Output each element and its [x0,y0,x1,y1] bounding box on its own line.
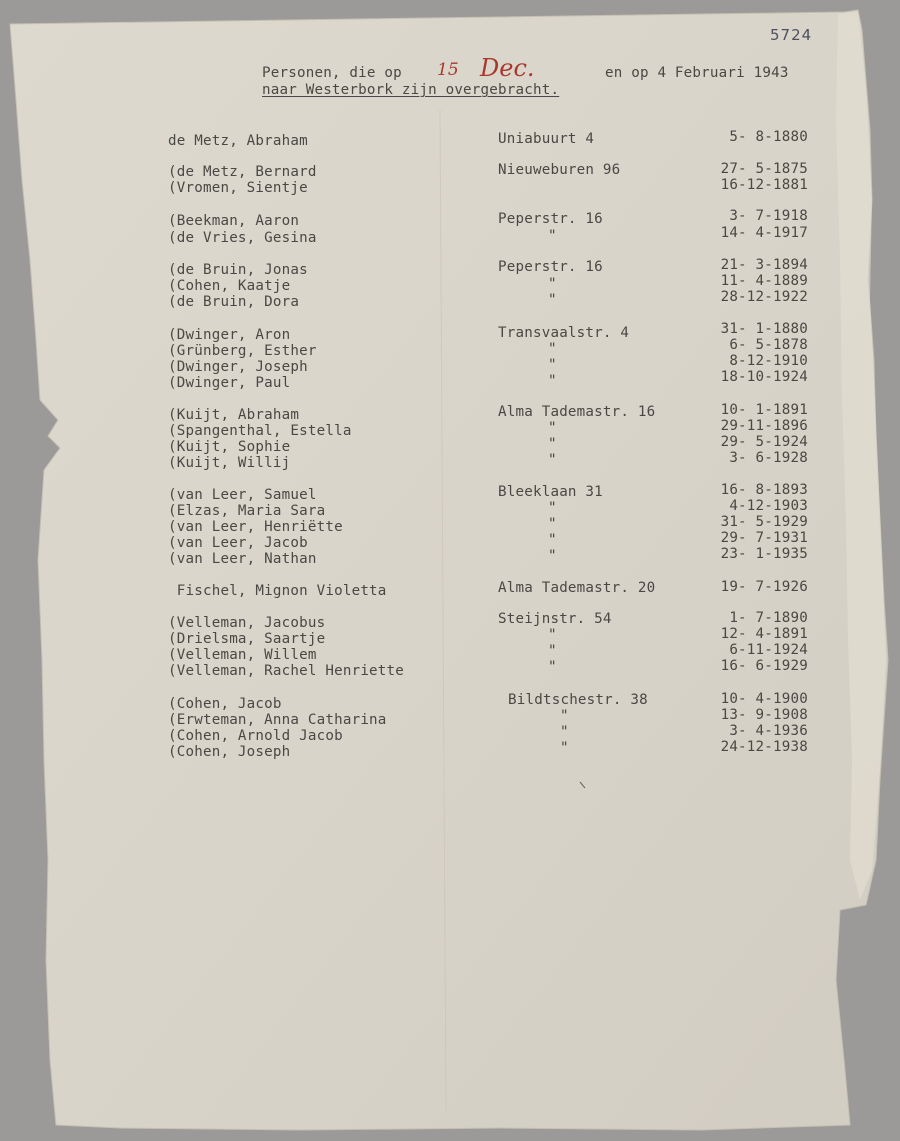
person-name: (de Metz, Bernard [168,164,317,180]
ditto-mark: " [548,548,557,564]
ditto-mark: " [548,659,557,675]
ditto-mark: " [548,341,557,357]
person-name: (van Leer, Nathan [168,551,317,567]
birth-date: 8-12-1910 [729,353,808,369]
birth-date: 31- 5-1929 [720,514,808,530]
ditto-mark: " [548,643,557,659]
ditto-mark: " [560,740,569,756]
ditto-mark: " [548,532,557,548]
person-address: Nieuweburen 96 [498,162,621,178]
person-address: Bleeklaan 31 [498,484,603,500]
person-name: (Cohen, Arnold Jacob [168,728,343,744]
person-name: (de Vries, Gesina [168,230,317,246]
ditto-mark: " [548,357,557,373]
ditto-mark: " [548,452,557,468]
person-name: (Dwinger, Paul [168,375,291,391]
birth-date: 3- 4-1936 [729,723,808,739]
ditto-mark: " [548,516,557,532]
birth-date: 4-12-1903 [729,498,808,514]
birth-date: 10- 4-1900 [720,691,808,707]
ditto-mark: " [548,373,557,389]
person-address: Uniabuurt 4 [498,131,595,147]
header-line-1-start: Personen, die op [262,65,402,81]
birth-date: 21- 3-1894 [720,257,808,273]
ditto-mark: " [548,627,557,643]
person-address: Alma Tademastr. 20 [498,580,656,596]
person-name: (Kuijt, Abraham [168,407,300,423]
birth-date: 27- 5-1875 [720,161,808,177]
ditto-mark: " [548,228,557,244]
person-name: (Velleman, Rachel Henriette [168,663,405,679]
person-name: Fischel, Mignon Violetta [168,583,387,599]
ditto-mark: " [548,292,557,308]
birth-date: 6- 5-1878 [729,337,808,353]
person-name: (Beekman, Aaron [168,213,300,229]
ditto-mark: " [548,276,557,292]
person-address: Bildtschestr. 38 [508,692,648,708]
person-name: (Cohen, Kaatje [168,278,291,294]
person-address: Alma Tademastr. 16 [498,404,656,420]
birth-date: 18-10-1924 [720,369,808,385]
birth-date: 14- 4-1917 [720,225,808,241]
ditto-mark: " [560,724,569,740]
person-name: (Spangenthal, Estella [168,423,352,439]
birth-date: 28-12-1922 [720,289,808,305]
ditto-mark: " [560,708,569,724]
handwritten-month: Dec. [480,54,535,82]
birth-date: 12- 4-1891 [720,626,808,642]
birth-date: 10- 1-1891 [720,402,808,418]
birth-date: 3- 6-1928 [729,450,808,466]
person-name: (van Leer, Jacob [168,535,308,551]
person-address: Peperstr. 16 [498,259,603,275]
birth-date: 13- 9-1908 [720,707,808,723]
birth-date: 16-12-1881 [720,177,808,193]
birth-date: 29-11-1896 [720,418,808,434]
person-name: (van Leer, Henriëtte [168,519,343,535]
person-name: (Velleman, Willem [168,647,317,663]
ditto-mark: " [548,420,557,436]
header-line-2: naar Westerbork zijn overgebracht. [262,82,560,98]
person-name: (van Leer, Samuel [168,487,317,503]
person-address: Transvaalstr. 4 [498,325,630,341]
person-name: (Cohen, Joseph [168,744,291,760]
birth-date: 23- 1-1935 [720,546,808,562]
person-name: (Kuijt, Sophie [168,439,291,455]
archive-number: 5724 [770,26,813,44]
person-name: (Kuijt, Willij [168,455,291,471]
person-address: Steijnstr. 54 [498,611,612,627]
ditto-mark: " [548,436,557,452]
birth-date: 6-11-1924 [729,642,808,658]
person-name: (Cohen, Jacob [168,696,282,712]
person-name: (de Bruin, Jonas [168,262,308,278]
person-name: de Metz, Abraham [168,133,308,149]
person-name: (de Bruin, Dora [168,294,300,310]
birth-date: 31- 1-1880 [720,321,808,337]
birth-date: 24-12-1938 [720,739,808,755]
person-name: (Velleman, Jacobus [168,615,326,631]
person-name: (Elzas, Maria Sara [168,503,326,519]
birth-date: 11- 4-1889 [720,273,808,289]
birth-date: 3- 7-1918 [729,208,808,224]
person-name: (Dwinger, Joseph [168,359,308,375]
header-line-1-end: en op 4 Februari 1943 [605,65,789,81]
birth-date: 29- 7-1931 [720,530,808,546]
person-name: (Drielsma, Saartje [168,631,326,647]
handwritten-day: 15 [437,60,459,80]
birth-date: 1- 7-1890 [729,610,808,626]
person-name: (Dwinger, Aron [168,327,291,343]
person-address: Peperstr. 16 [498,211,603,227]
birth-date: 5- 8-1880 [729,129,808,145]
ditto-mark: " [548,500,557,516]
birth-date: 16- 8-1893 [720,482,808,498]
birth-date: 19- 7-1926 [720,579,808,595]
birth-date: 16- 6-1929 [720,658,808,674]
person-name: (Grünberg, Esther [168,343,317,359]
birth-date: 29- 5-1924 [720,434,808,450]
person-name: (Erwteman, Anna Catharina [168,712,387,728]
person-name: (Vromen, Sientje [168,180,308,196]
